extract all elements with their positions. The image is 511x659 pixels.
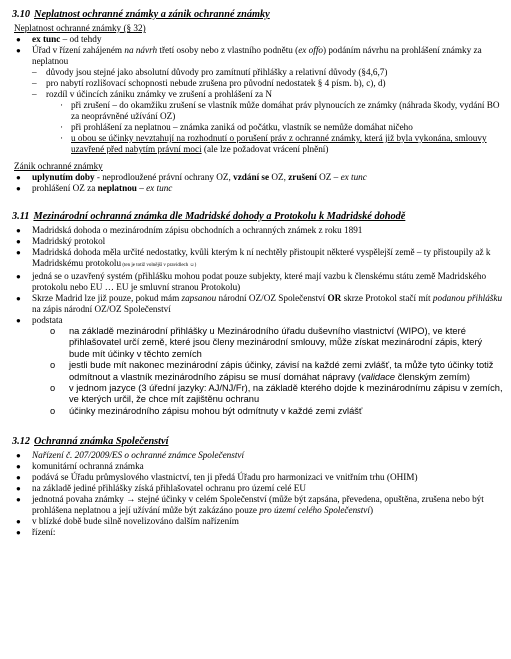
list-item: · při prohlášení za neplatnou – známka zaniká od počátku, vlastník se nemůže domáhat ničeho	[60, 122, 413, 132]
dash-marker: –	[32, 67, 37, 77]
subheading-zanik: Zánik ochranné známky	[14, 161, 103, 171]
bullet-icon: ●	[16, 272, 21, 281]
bullet-icon: ●	[16, 484, 21, 494]
bullet-icon: ●	[16, 517, 21, 527]
list-item: ● řízení:	[16, 527, 56, 538]
list-mezinarodni	[12, 225, 505, 326]
bullet-icon: ●	[16, 316, 21, 325]
bullet-icon: ●	[16, 184, 21, 193]
list-item: ● Skrze Madrid lze již pouze, pokud mám zapsanou národní OZ/OZ Společenství OR skrze Protokol stačí mít podanou přihlášku na zápis národní OZ/OZ Společenství	[16, 293, 503, 314]
list-item: ● ex tunc – od tehdy	[16, 34, 102, 44]
list-item: ● Úřad v řízení zahájeném na návrh třetí osoby nebo z vlastního podnětu (ex offo) podáním návrhu na prohlášení známky za neplatnou	[16, 45, 482, 66]
list-podstata	[12, 326, 505, 417]
subheading-neplatnost: Neplatnost ochranné známky (§ 32)	[14, 23, 146, 33]
bullet-icon: ●	[16, 462, 21, 472]
list-item: ● podstata	[16, 315, 63, 325]
circle-marker: o	[50, 405, 56, 416]
section-title: Ochranná známka Společenství	[34, 436, 169, 448]
bullet-icon: ●	[16, 237, 21, 246]
section-3-10-heading	[12, 8, 505, 22]
list-item: ● prohlášení OZ za neplatnou – ex tunc	[16, 183, 173, 193]
bullet-icon: ●	[16, 35, 21, 44]
circle-marker: o	[50, 383, 56, 394]
list-item: ● komunitární ochranná známka	[16, 461, 144, 472]
section-number: 3.11	[12, 211, 30, 222]
list-zanik	[12, 172, 505, 194]
list-item: – rozdíl v účincích zániku známky ve zrušení a prohlášení za N	[32, 89, 273, 99]
dash-marker: –	[32, 78, 37, 88]
list-item: ● v blízké době bude silně novelizováno dalším nařízením	[16, 516, 239, 527]
dot-marker: ·	[60, 122, 64, 132]
section-number: 3.10	[12, 9, 31, 20]
circle-marker: o	[50, 326, 56, 336]
list-item: · při zrušení – do okamžiku zrušení se vlastník může domáhat práv plynoucích ze známky (náhrada škody, vydání BO za neoprávněné užívání OZ)	[60, 100, 500, 121]
bullet-icon: ●	[16, 473, 21, 483]
dot-marker: ·	[60, 133, 64, 143]
list-item: ● uplynutím doby - neprodloužené právní ochrany OZ, vzdání se OZ, zrušení OZ – ex tunc	[16, 172, 367, 182]
dot-marker: ·	[60, 100, 64, 110]
list-item: ● Madridská dohoda měla určité nedostatky, kvůli kterým k ní nechtěly přistoupit některé vyspělejší země – ty přistoupily až k Madridskému protokolu (ten je totiž volnější v pravidlech ☺)	[16, 247, 491, 268]
section-title: Neplatnost ochranné známky a zánik ochranné známky	[34, 9, 270, 20]
list-item: ● Madridský protokol	[16, 236, 106, 246]
list-item: ● Madridská dohoda o mezinárodním zápisu obchodních a ochranných známek z roku 1891	[16, 225, 363, 235]
bullet-icon: ●	[16, 495, 21, 505]
list-item: o v jednom jazyce (3 úřední jazyky: AJ/NJ/Fr), na základě kterého dojde k mezinárodnímu zápisu v zemích, ve kterých určil, že chce mít zajištěnu ochranu	[50, 383, 503, 405]
list-item: ● jedná se o uzavřený systém (přihlášku mohou podat pouze subjekty, které mají vazbu k členskému státu země Madridského protokolu nebo EU … EU je smluvní stranou Protokolu)	[16, 271, 487, 292]
list-item: ● jednotná povaha známky → stejné účinky v celém Společenství (může být zapsána, převedena, opuštěna, zrušena nebo být prohlášena neplatnou a její užívání může být zakázáno pouze pro území celého Společenství)	[16, 494, 484, 516]
bullet-icon: ●	[16, 46, 21, 55]
bullet-icon: ●	[16, 226, 21, 235]
list-item: o na základě mezinárodní přihlášky u Mezinárodního úřadu duševního vlastnictví (WIPO), ve které přihlašovatel určí země, které jsou členy mezinárodní smlouvy, může získat mezinárodní zápis, který bude mít účinky v těchto zemích	[50, 326, 483, 359]
bullet-icon: ●	[16, 248, 21, 257]
list-item: ● podává se Úřadu průmyslového vlastnictví, ten ji předá Úřadu pro harmonizaci ve vnitřním trhu (OHIM)	[16, 472, 418, 483]
section-3-11-heading	[12, 210, 505, 224]
circle-marker: o	[50, 360, 56, 371]
list-spolecenstvi	[12, 450, 505, 538]
list-item: · u obou se účinky nevztahují na rozhodnutí o porušení práv z ochranné známky, která již byla vykonána, smlouvy uzavřené před nabytím právní moci (ale lze požadovat vrácení plnění)	[60, 133, 487, 154]
section-3-12-heading	[12, 435, 505, 449]
bullet-icon: ●	[16, 528, 21, 538]
section-number: 3.12	[12, 436, 31, 448]
list-item: o jestli bude mít nakonec mezinárodní zápis účinky, závisí na každé zemi zvlášť, ta může tyto účinky totiž odmítnout a vlastník mezinárodního zápisu se musí domáhat nápravy (validace členským zemím)	[50, 360, 494, 382]
section-title: Mezinárodní ochranná známka dle Madridské dohody a Protokolu k Madridské dohodě	[33, 211, 406, 222]
list-item: ● Nařízení č. 207/2009/ES o ochranné známce Společenství	[16, 450, 245, 461]
list-item: ● na základě jediné přihlášky získá přihlašovatel ochranu pro území celé EU	[16, 483, 306, 494]
dash-marker: –	[32, 89, 37, 99]
list-item: o účinky mezinárodního zápisu mohou být odmítnuty v každé zemi zvlášť	[50, 405, 363, 416]
bullet-icon: ●	[16, 294, 21, 303]
list-item: – důvody jsou stejné jako absolutní důvody pro zamítnutí přihlášky a relativní důvody (§4,6,7)	[32, 67, 388, 77]
list-item: – pro nabytí rozlišovací schopnosti nebude zrušena pro původní nedostatek § 4 písm. b), c), d)	[32, 78, 386, 88]
bullet-icon: ●	[16, 173, 21, 182]
list-neplatnost	[12, 34, 505, 155]
bullet-icon: ●	[16, 451, 21, 461]
